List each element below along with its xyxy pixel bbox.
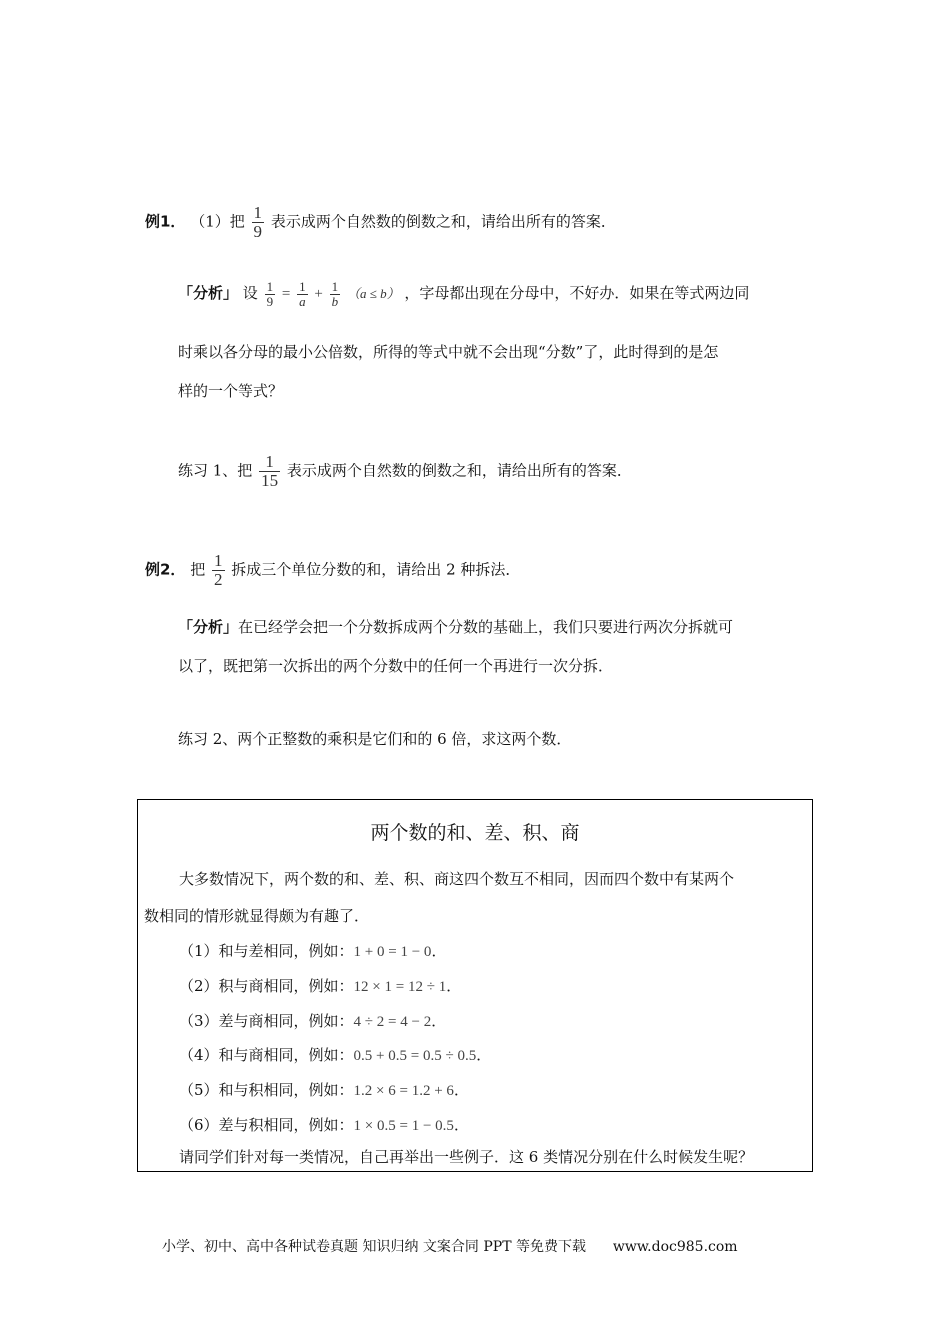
plus-sign: +	[314, 286, 323, 303]
footer-text: 小学、初中、高中各种试卷真题 知识归纳 文案合同 PPT 等免费下载	[162, 1239, 586, 1255]
box-item-expression: 0.5 + 0.5 = 0.5 ÷ 0.5	[353, 1048, 477, 1064]
box-title: 两个数的和、差、积、商	[370, 822, 580, 844]
practice2: 练习 2、两个正整数的乘积是它们和的 6 倍，求这两个数．	[178, 730, 572, 748]
fraction-denominator: 2	[214, 569, 223, 589]
example1-text-before: （1）把	[190, 212, 245, 231]
analysis1-fraction-1	[265, 280, 276, 308]
analysis1-line1	[178, 280, 749, 308]
box-item-label: （5）和与积相同，例如：	[179, 1081, 354, 1099]
footer-url[interactable]: www.doc985.com	[612, 1239, 738, 1255]
box-closing: 请同学们针对每一类情况，自己再举出一些例子．这 6 类情况分别在什么时候发生呢？	[179, 1148, 754, 1166]
box-item-period: ．	[453, 1081, 469, 1099]
analysis1-condition: （a ≤ b）	[346, 286, 400, 302]
analysis1-label: 「分析」	[178, 284, 239, 303]
practice1	[178, 453, 632, 490]
fraction-denominator: 15	[261, 470, 279, 490]
example2-prefix: 把	[190, 560, 206, 579]
box-item-period: ．	[453, 1116, 469, 1134]
example2-fraction	[212, 552, 225, 589]
box-item-expression: 1.2 × 6 = 1.2 + 6	[353, 1083, 454, 1099]
fraction-denominator: b	[331, 293, 339, 309]
box-item-period: ．	[431, 942, 447, 960]
practice1-fraction	[259, 453, 280, 490]
analysis2-line1	[178, 616, 733, 637]
analysis1-line3: 样的一个等式？	[178, 382, 284, 400]
example2-suffix: 拆成三个单位分数的和，请给出 2 种拆法．	[231, 560, 521, 579]
box-intro-line1: 大多数情况下，两个数的和、差、积、商这四个数互不相同，因而四个数中有某两个	[179, 870, 735, 888]
analysis1-line1-rest: ，字母都出现在分母中，不好办．如果在等式两边同	[404, 284, 750, 303]
fraction-numerator: 1	[214, 551, 223, 570]
fraction-denominator: 9	[266, 293, 274, 309]
example2-label: 例2．	[145, 560, 186, 579]
example1-text-after: 表示成两个自然数的倒数之和，请给出所有的答案．	[270, 212, 616, 231]
analysis2-line1-text: 在已经学会把一个分数拆成两个分数的基础上，我们只要进行两次分拆就可	[238, 618, 734, 636]
analysis1-prefix: 设	[242, 284, 258, 303]
example1-label: 例1．	[145, 212, 186, 231]
box-item-period: ．	[431, 1012, 447, 1030]
sum-difference-product-quotient-box	[137, 799, 813, 1172]
fraction-denominator: a	[299, 293, 306, 309]
fraction-numerator: 1	[253, 203, 263, 222]
box-item	[179, 1010, 446, 1031]
practice1-prefix: 练习 1、把	[178, 461, 253, 480]
box-item-period: ．	[446, 977, 462, 995]
footer	[162, 1236, 738, 1256]
practice1-suffix: 表示成两个自然数的倒数之和，请给出所有的答案．	[286, 461, 632, 480]
box-item-label: （2）积与商相同，例如：	[179, 977, 354, 995]
box-item-label: （4）和与商相同，例如：	[179, 1046, 354, 1064]
box-item-expression: 1 × 0.5 = 1 − 0.5	[353, 1118, 454, 1134]
analysis1-fraction-2	[297, 280, 308, 308]
fraction-numerator: 1	[331, 279, 339, 294]
analysis1-line2: 时乘以各分母的最小公倍数，所得的等式中就不会出现“分数”了，此时得到的是怎	[178, 343, 719, 361]
box-item	[179, 1044, 491, 1065]
fraction-numerator: 1	[299, 279, 306, 294]
box-item	[179, 940, 446, 961]
box-item-label: （6）差与积相同，例如：	[179, 1116, 354, 1134]
box-item-expression: 4 ÷ 2 = 4 − 2	[353, 1014, 432, 1030]
box-item-expression: 1 + 0 = 1 − 0	[353, 944, 432, 960]
fraction-numerator: 1	[265, 452, 274, 471]
analysis1-fraction-3	[330, 280, 341, 308]
analysis2-label: 「分析」	[178, 618, 239, 636]
example1-fraction	[252, 204, 265, 241]
box-item-label: （1）和与差相同，例如：	[179, 942, 354, 960]
equals-sign: =	[281, 286, 291, 303]
box-intro-line2: 数相同的情形就显得颇为有趣了．	[144, 907, 370, 925]
example1	[145, 204, 616, 241]
analysis2-line2: 以了，既把第一次拆出的两个分数中的任何一个再进行一次分拆．	[178, 657, 614, 675]
box-item	[179, 975, 461, 996]
box-item-expression: 12 × 1 = 12 ÷ 1	[353, 979, 447, 995]
box-item-period: ．	[476, 1046, 492, 1064]
box-item	[179, 1079, 469, 1100]
fraction-numerator: 1	[266, 279, 274, 294]
box-item-label: （3）差与商相同，例如：	[179, 1012, 354, 1030]
example2	[145, 552, 520, 589]
fraction-denominator: 9	[253, 221, 263, 241]
box-item	[179, 1114, 469, 1135]
